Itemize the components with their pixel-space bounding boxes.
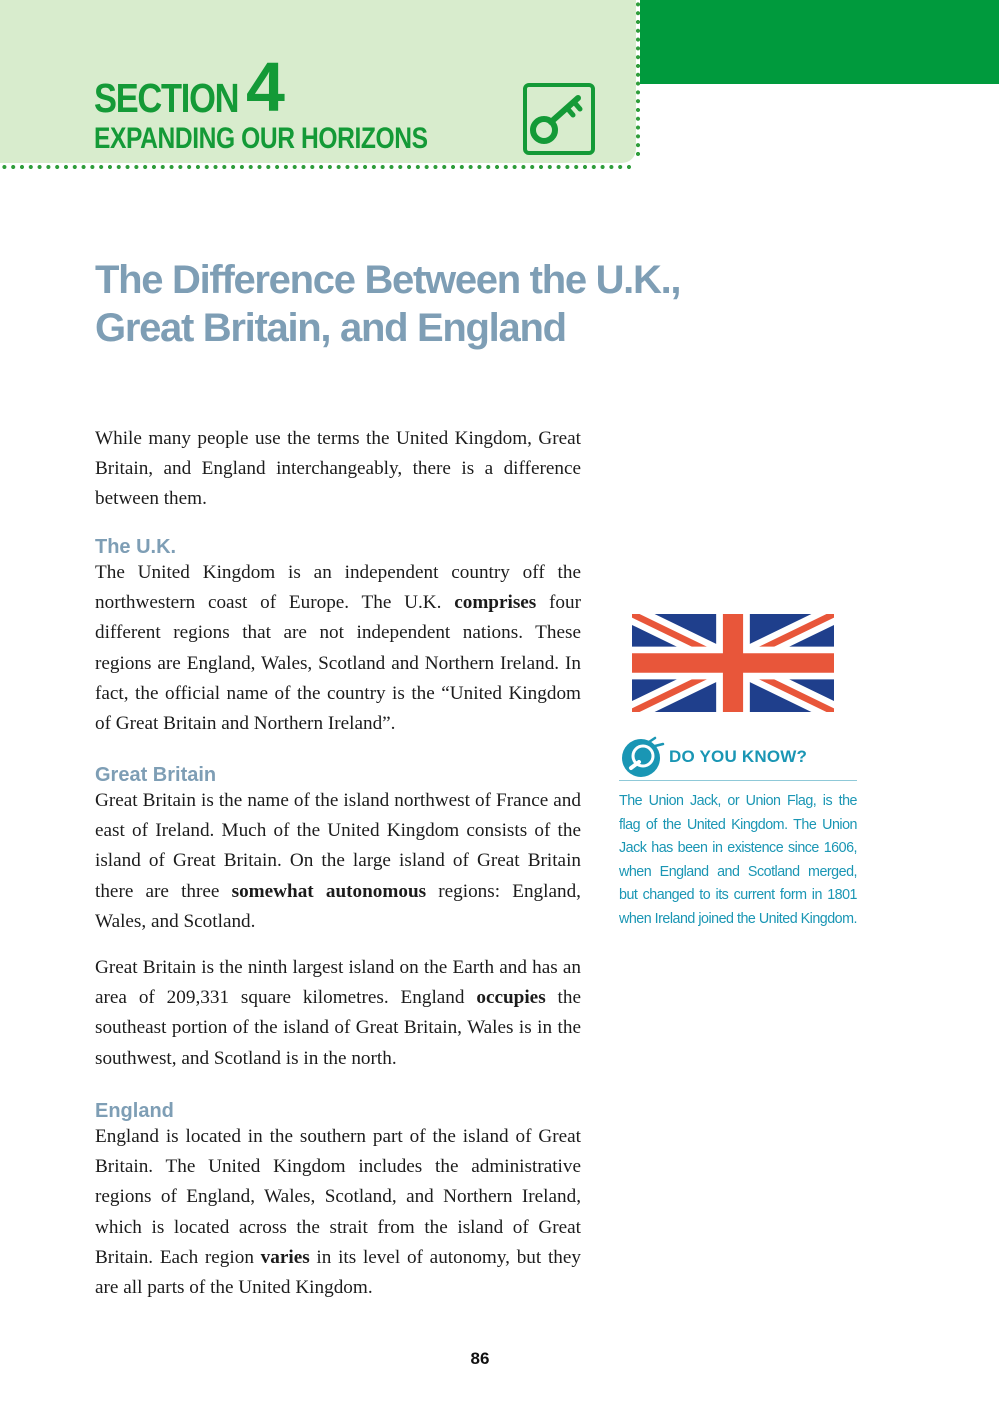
england-heading: England (95, 1100, 174, 1122)
intro-block (95, 424, 581, 515)
england-paragraph-bold: varies (260, 1246, 310, 1268)
gb-paragraph-2-bold: occupies (476, 987, 546, 1009)
gb-paragraph-2-text-2: the southeast portion of the island of Great Britain, Wales is in the southwest, and Scotland is in the north. (95, 987, 581, 1069)
gb-paragraph-2-text-1: Great Britain is the ninth largest island on the Earth and has an area of 209,331 square kilometres. England (95, 957, 581, 1009)
section-title: EXPANDING OUR HORIZONS (94, 122, 428, 155)
page-title (95, 256, 715, 352)
uk-heading: The U.K. (95, 536, 177, 558)
union-jack-flag (632, 614, 834, 712)
page-title-line-2: Great Britain, and England (95, 306, 566, 350)
england-paragraph (95, 1122, 581, 1303)
key-icon (522, 82, 596, 156)
great-britain-paragraph-1 (95, 786, 581, 937)
page-number: 86 (470, 1349, 490, 1368)
corner-color-block (640, 0, 999, 84)
great-britain-section (95, 765, 581, 1074)
great-britain-paragraph-2 (95, 953, 581, 1074)
intro-paragraph: While many people use the terms the United Kingdom, Great Britain, and England interchangeably, there is a difference between them. (95, 428, 581, 510)
section-label: SECTION (94, 75, 239, 121)
gb-paragraph-1-text-1: Great Britain is the name of the island northwest of France and east of Ireland. Much of the United Kingdom consists of the island of Great Britain. On the large island of Great Britain there are three (95, 790, 581, 902)
did-you-know-divider (619, 780, 857, 781)
uk-paragraph-text-2: four different regions that are not independent nations. These regions are England, Wales, Scotland and Northern Ireland. In fact, the official name of the country is the “United Kingdom of Great Britain and Northern Ireland”. (95, 592, 582, 735)
did-you-know-title: DO YOU KNOW? (669, 747, 808, 766)
uk-paragraph-bold: comprises (454, 592, 537, 614)
gb-paragraph-1-bold: somewhat autonomous (231, 880, 427, 902)
did-you-know-text: The Union Jack, or Union Flag, is the flag of the United Kingdom. The Union Jack has been in existence since 1606, when England and Scotland merged, but changed to its current form in 1801 when Ireland joined the United Kingdom. (619, 793, 858, 927)
dotted-border-bottom (0, 164, 632, 170)
uk-paragraph-text-1: The United Kingdom is an independent country off the northwestern coast of Europe. The U.K. (95, 562, 581, 614)
gb-paragraph-1-text-2: regions: England, Wales, and Scotland. (95, 880, 581, 932)
uk-paragraph (95, 558, 581, 739)
england-section (95, 1101, 581, 1303)
section-number: 4 (246, 48, 285, 126)
england-paragraph-text-2: in its level of autonomy, but they are all parts of the United Kingdom. (95, 1246, 581, 1299)
uk-section (95, 537, 581, 739)
page-title-line-1: The Difference Between the U.K., (95, 258, 681, 302)
great-britain-heading: Great Britain (95, 764, 217, 786)
info-lightbulb-icon (619, 736, 665, 780)
england-paragraph-text-1: England is located in the southern part of the island of Great Britain. The United Kingdom includes the administrative regions of England, Wales, Scotland, and Northern Ireland, which is located across the strait from the island of Great Britain. Each region (95, 1126, 581, 1268)
